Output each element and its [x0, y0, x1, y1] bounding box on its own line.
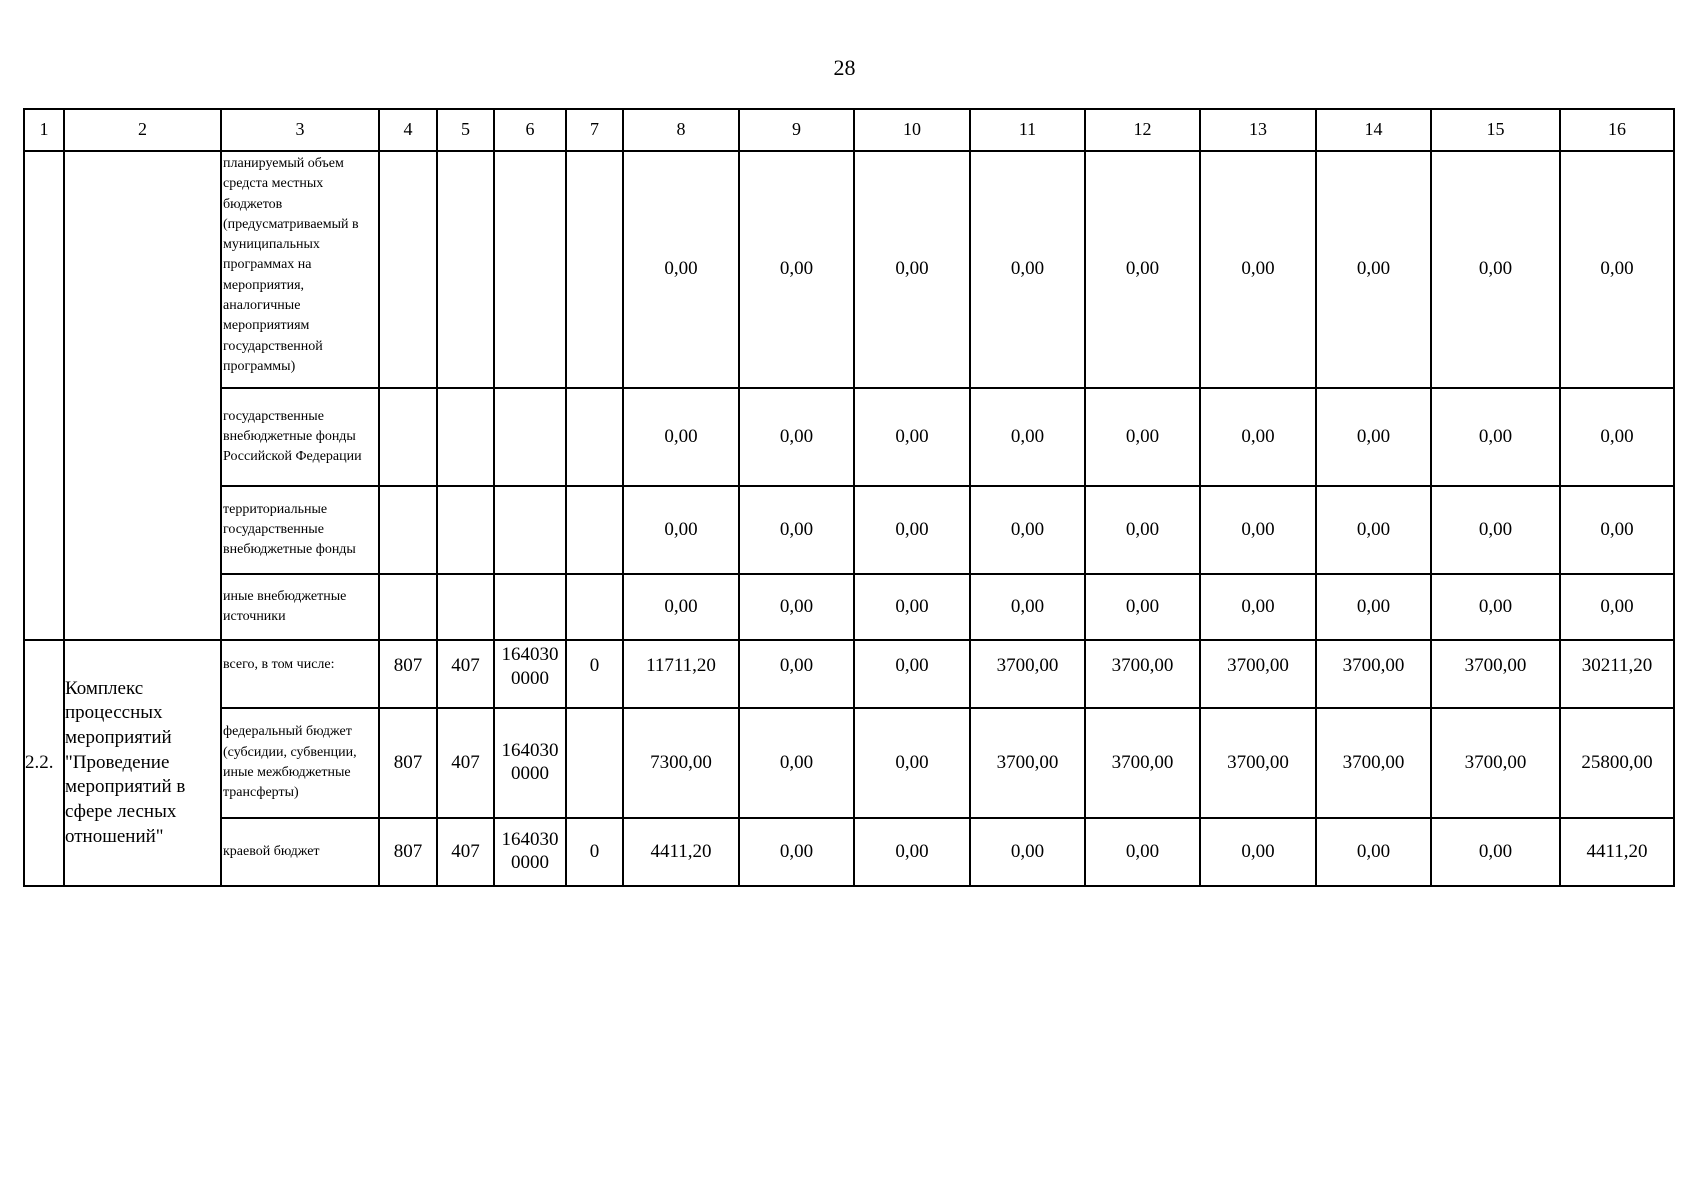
table-row [24, 151, 1674, 388]
value-cell: 3700,00 [1431, 708, 1560, 818]
table-row [24, 388, 1674, 486]
value-cell: 0,00 [1560, 388, 1674, 486]
column-header: 2 [64, 109, 221, 151]
value-cell: 3700,00 [1316, 640, 1431, 708]
value-cell: 0,00 [1200, 486, 1316, 574]
value-cell: 0,00 [1431, 574, 1560, 640]
value-cell: 0,00 [1316, 388, 1431, 486]
value-cell: 0,00 [739, 388, 854, 486]
funding-source: всего, в том числе: [221, 640, 379, 708]
column-header: 7 [566, 109, 623, 151]
table-row [24, 708, 1674, 818]
cell-col7 [566, 151, 623, 388]
value-cell: 0,00 [1316, 818, 1431, 886]
header-row [24, 109, 1674, 151]
cell-col4: 807 [379, 708, 437, 818]
column-header: 10 [854, 109, 970, 151]
value-cell: 0,00 [1316, 486, 1431, 574]
cell-col5 [437, 388, 494, 486]
table-row [24, 818, 1674, 886]
column-header: 6 [494, 109, 566, 151]
column-header: 15 [1431, 109, 1560, 151]
value-cell: 0,00 [1316, 574, 1431, 640]
value-cell: 0,00 [1431, 151, 1560, 388]
funding-source: территориальные государственные внебюджетные фонды [221, 486, 379, 574]
value-cell: 0,00 [1431, 388, 1560, 486]
value-cell: 0,00 [970, 151, 1085, 388]
column-header: 16 [1560, 109, 1674, 151]
cell-col5 [437, 151, 494, 388]
funding-source: государственные внебюджетные фонды Российской Федерации [221, 388, 379, 486]
funding-source: федеральный бюджет (субсидии, субвенции, иные межбюджетные трансферты) [221, 708, 379, 818]
value-cell: 0,00 [970, 574, 1085, 640]
cell-col5 [437, 486, 494, 574]
value-cell: 0,00 [1560, 151, 1674, 388]
cell-col4 [379, 486, 437, 574]
value-cell: 0,00 [739, 574, 854, 640]
cell-col7 [566, 486, 623, 574]
cell-col6: 164030 0000 [494, 640, 566, 708]
column-header: 5 [437, 109, 494, 151]
value-cell: 3700,00 [1085, 640, 1200, 708]
value-cell: 3700,00 [970, 640, 1085, 708]
column-header: 11 [970, 109, 1085, 151]
budget-table [23, 108, 1675, 887]
cell-col7 [566, 574, 623, 640]
cell-col4 [379, 388, 437, 486]
table-row [24, 574, 1674, 640]
value-cell: 25800,00 [1560, 708, 1674, 818]
cell-col4 [379, 151, 437, 388]
column-header: 4 [379, 109, 437, 151]
value-cell: 3700,00 [1200, 708, 1316, 818]
value-cell: 0,00 [623, 574, 739, 640]
cell-col5 [437, 574, 494, 640]
column-header: 3 [221, 109, 379, 151]
value-cell: 0,00 [854, 818, 970, 886]
value-cell: 0,00 [854, 574, 970, 640]
cell-col7 [566, 388, 623, 486]
page-number: 28 [833, 55, 856, 80]
value-cell: 0,00 [623, 388, 739, 486]
cell-col5: 407 [437, 640, 494, 708]
value-cell: 0,00 [1316, 151, 1431, 388]
value-cell: 0,00 [739, 708, 854, 818]
funding-source: краевой бюджет [221, 818, 379, 886]
cell-col6 [494, 486, 566, 574]
column-header: 13 [1200, 109, 1316, 151]
value-cell: 0,00 [739, 486, 854, 574]
value-cell: 0,00 [1560, 574, 1674, 640]
column-header: 8 [623, 109, 739, 151]
cell-col5: 407 [437, 708, 494, 818]
value-cell: 0,00 [1560, 486, 1674, 574]
value-cell: 3700,00 [1431, 640, 1560, 708]
value-cell: 11711,20 [623, 640, 739, 708]
value-cell: 0,00 [1200, 151, 1316, 388]
cell-col7 [566, 708, 623, 818]
value-cell: 0,00 [970, 486, 1085, 574]
cell-col6: 164030 0000 [494, 708, 566, 818]
value-cell: 0,00 [1085, 151, 1200, 388]
table-row [24, 640, 1674, 708]
value-cell: 0,00 [854, 640, 970, 708]
value-cell: 0,00 [739, 818, 854, 886]
cell-col4: 807 [379, 818, 437, 886]
value-cell: 30211,20 [1560, 640, 1674, 708]
column-header: 12 [1085, 109, 1200, 151]
cell-col6: 164030 0000 [494, 818, 566, 886]
value-cell: 0,00 [623, 486, 739, 574]
cell-col7: 0 [566, 818, 623, 886]
funding-source: планируемый объем средста местных бюджетов (предусматриваемый в муниципальных программах на мероприятия, аналогичные мероприятиям государственной программы) [221, 151, 379, 388]
empty-cell [24, 151, 64, 640]
value-cell: 0,00 [1431, 818, 1560, 886]
value-cell: 3700,00 [1316, 708, 1431, 818]
value-cell: 0,00 [854, 388, 970, 486]
value-cell: 0,00 [1085, 388, 1200, 486]
value-cell: 0,00 [854, 151, 970, 388]
item-name: Комплекс процессных мероприятий "Проведение мероприятий в сфере лесных отношений" [64, 640, 221, 886]
value-cell: 0,00 [970, 388, 1085, 486]
value-cell: 4411,20 [623, 818, 739, 886]
cell-col7: 0 [566, 640, 623, 708]
cell-col6 [494, 388, 566, 486]
value-cell: 0,00 [1085, 486, 1200, 574]
value-cell: 0,00 [739, 151, 854, 388]
value-cell: 0,00 [1085, 818, 1200, 886]
column-header: 14 [1316, 109, 1431, 151]
value-cell: 0,00 [1200, 388, 1316, 486]
value-cell: 3700,00 [970, 708, 1085, 818]
value-cell: 7300,00 [623, 708, 739, 818]
value-cell: 0,00 [854, 708, 970, 818]
value-cell: 0,00 [623, 151, 739, 388]
value-cell: 4411,20 [1560, 818, 1674, 886]
cell-col5: 407 [437, 818, 494, 886]
funding-source: иные внебюджетные источники [221, 574, 379, 640]
value-cell: 0,00 [854, 486, 970, 574]
cell-col4: 807 [379, 640, 437, 708]
table-row [24, 486, 1674, 574]
value-cell: 3700,00 [1085, 708, 1200, 818]
value-cell: 0,00 [1200, 574, 1316, 640]
cell-col6 [494, 574, 566, 640]
value-cell: 0,00 [1085, 574, 1200, 640]
cell-col6 [494, 151, 566, 388]
cell-col4 [379, 574, 437, 640]
column-header: 1 [24, 109, 64, 151]
empty-cell [64, 151, 221, 640]
value-cell: 0,00 [1431, 486, 1560, 574]
value-cell: 3700,00 [1200, 640, 1316, 708]
value-cell: 0,00 [970, 818, 1085, 886]
value-cell: 0,00 [739, 640, 854, 708]
column-header: 9 [739, 109, 854, 151]
item-index: 2.2. [24, 640, 64, 886]
value-cell: 0,00 [1200, 818, 1316, 886]
